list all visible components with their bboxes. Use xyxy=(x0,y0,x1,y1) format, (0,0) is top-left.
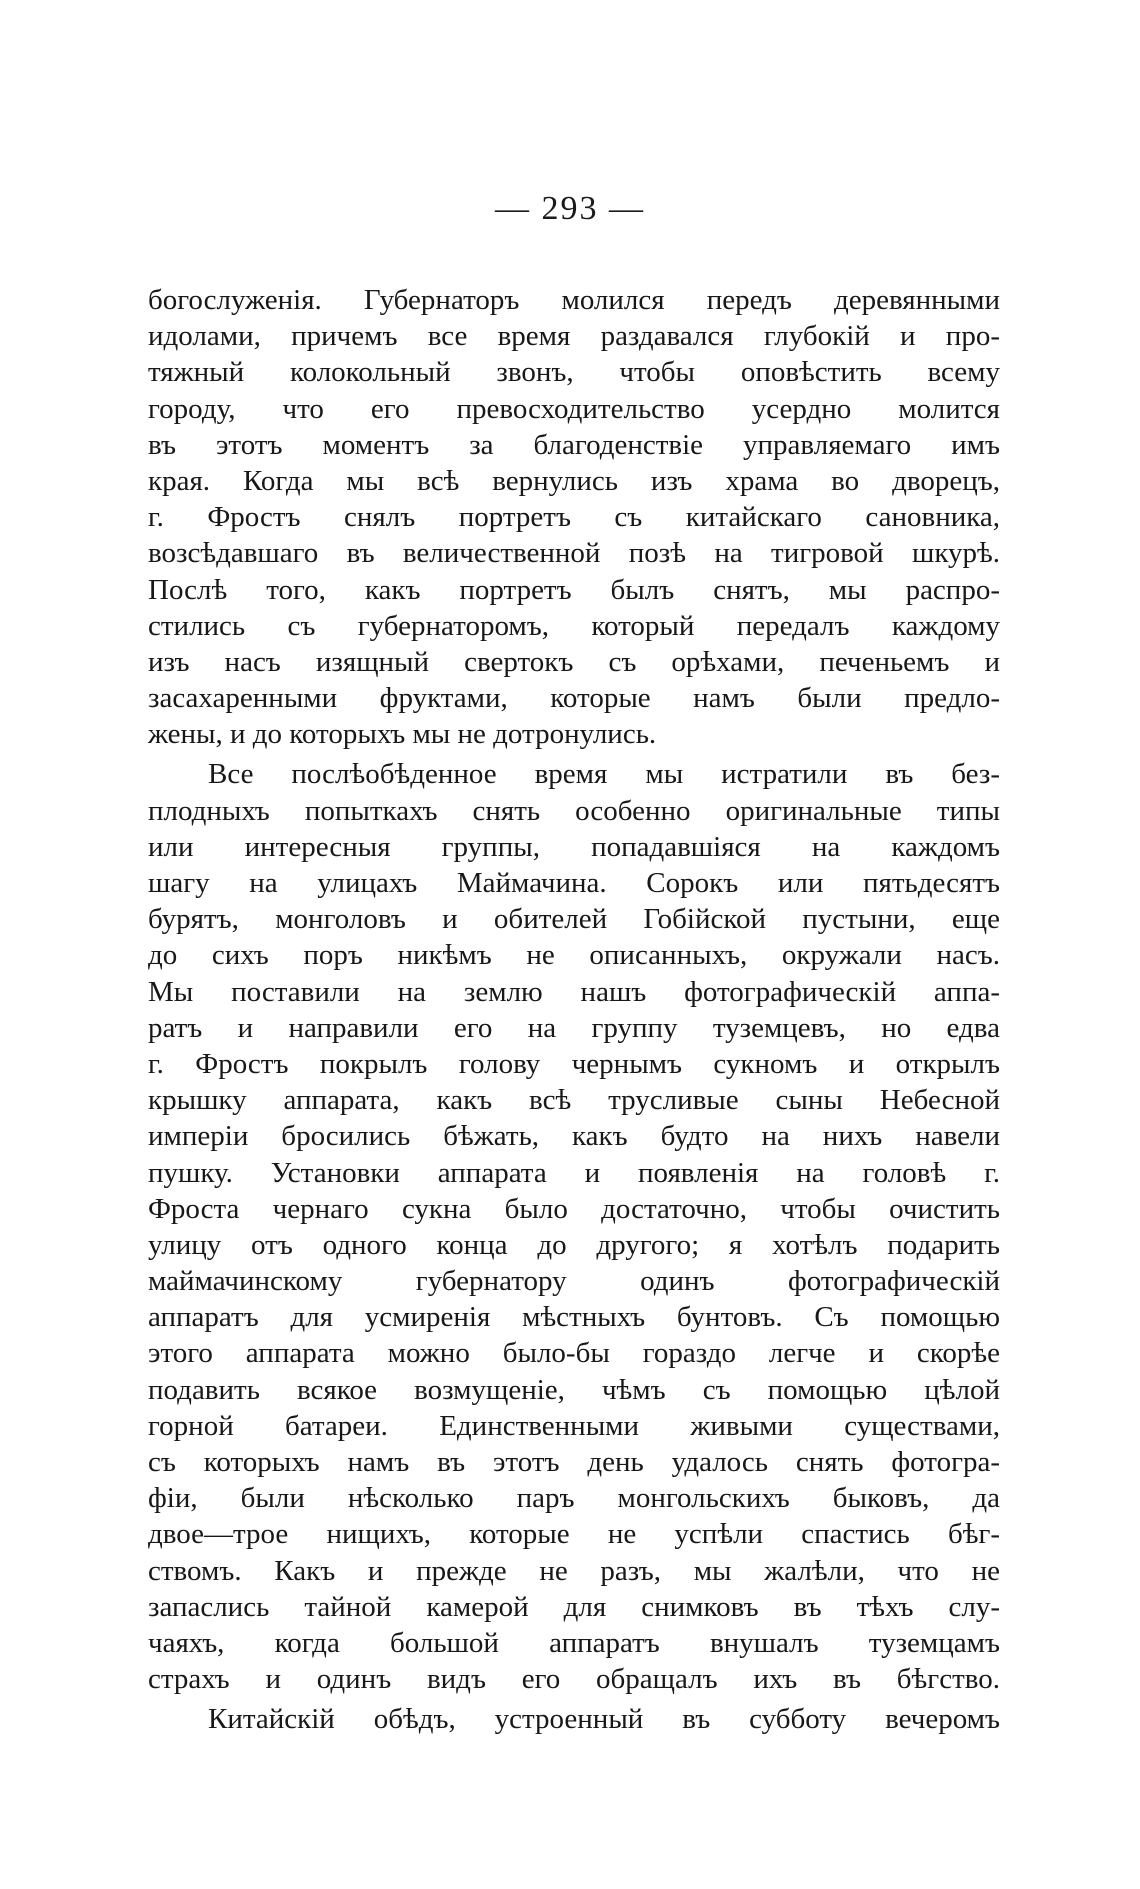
text-line: въ этотъ моментъ за благоденствіе управляемаго имъ xyxy=(148,428,1000,461)
paragraph xyxy=(148,756,1000,1697)
text-line: горной батареи. Единственными живыми существами, xyxy=(148,1409,1000,1442)
body-text xyxy=(148,282,1000,1738)
text-line: до сихъ поръ никѣмъ не описанныхъ, окружали насъ. xyxy=(148,939,1000,972)
text-line: запаслись тайной камерой для снимковъ въ тѣхъ слу- xyxy=(148,1590,1000,1623)
text-line: бурятъ, монголовъ и обителей Гобійской пустыни, еще xyxy=(148,903,1000,936)
text-line: г. Фростъ покрылъ голову чернымъ сукномъ и открылъ xyxy=(148,1047,1000,1080)
text-line: стились съ губернаторомъ, который передалъ каждому xyxy=(148,609,1000,642)
text-line: тяжный колокольный звонъ, чтобы оповѣстить всему xyxy=(148,356,1000,389)
paragraph xyxy=(148,282,1000,752)
text-line: аппаратъ для усмиренія мѣстныхъ бунтовъ. Съ помощью xyxy=(148,1301,1000,1334)
text-line: изъ насъ изящный свертокъ съ орѣхами, печеньемъ и xyxy=(148,645,1000,678)
text-line: засахаренными фруктами, которые намъ были предло- xyxy=(148,682,1000,715)
text-line: ствомъ. Какъ и прежде не разъ, мы жалѣли, что не xyxy=(148,1554,1000,1587)
text-line: съ которыхъ намъ въ этотъ день удалось снять фотогра- xyxy=(148,1446,1000,1478)
text-line: ратъ и направили его на группу туземцевъ, но едва xyxy=(148,1011,1000,1044)
text-line: чаяхъ, когда большой аппаратъ внушалъ туземцамъ xyxy=(148,1626,1000,1659)
text-line: крышку аппарата, какъ всѣ трусливые сыны Небесной xyxy=(148,1084,1000,1117)
text-line: Китайскій обѣдъ, устроенный въ субботу вечеромъ xyxy=(208,1703,1000,1736)
page-number: — 293 — xyxy=(495,190,645,227)
text-line: идолами, причемъ все время раздавался глубокій и про- xyxy=(148,320,1000,353)
text-line: Все послѣобѣденное время мы истратили въ без- xyxy=(208,758,1000,791)
text-line: городу, что его превосходительство усердно молится xyxy=(148,392,1000,425)
text-line: Послѣ того, какъ портретъ былъ снятъ, мы распро- xyxy=(148,573,1000,606)
text-line: края. Когда мы всѣ вернулись изъ храма во дворецъ, xyxy=(148,464,1000,497)
text-line: имперіи бросились бѣжать, какъ будто на нихъ навели xyxy=(148,1120,1000,1153)
text-line: страхъ и одинъ видъ его обращалъ ихъ въ бѣгство. xyxy=(148,1663,1000,1696)
text-line: двое—трое нищихъ, которые не успѣли спастись бѣг- xyxy=(148,1518,1000,1551)
text-line: Фроста чернаго сукна было достаточно, чтобы очистить xyxy=(148,1192,1000,1225)
text-line: маймачинскому губернатору одинъ фотографическій xyxy=(148,1265,1000,1298)
text-line: улицу отъ одного конца до другого; я хотѣлъ подарить xyxy=(148,1228,1000,1261)
text-line: подавить всякое возмущеніе, чѣмъ съ помощью цѣлой xyxy=(148,1373,1000,1406)
text-line: возсѣдавшаго въ величественной позѣ на тигровой шкурѣ. xyxy=(148,537,1000,570)
text-line: Мы поставили на землю нашъ фотографическій аппа- xyxy=(148,975,1000,1008)
text-line: или интересныя группы, попадавшіяся на каждомъ xyxy=(148,830,1000,863)
text-line: богослуженія. Губернаторъ молился передъ деревянными xyxy=(148,284,1000,316)
text-line: шагу на улицахъ Маймачина. Сорокъ или пятьдесятъ xyxy=(148,867,1000,899)
text-line: пушку. Установки аппарата и появленія на головѣ г. xyxy=(148,1156,1000,1189)
text-line: жены, и до которыхъ мы не дотронулись. xyxy=(148,718,657,751)
paragraph xyxy=(148,1701,1000,1737)
text-line: фіи, были нѣсколько паръ монгольскихъ быковъ, да xyxy=(148,1482,1000,1515)
text-line: этого аппарата можно было-бы гораздо легче и скорѣе xyxy=(148,1337,1000,1370)
text-line: плодныхъ попыткахъ снять особенно оригинальные типы xyxy=(148,794,1000,827)
text-line: г. Фростъ снялъ портретъ съ китайскаго сановника, xyxy=(148,501,1000,534)
